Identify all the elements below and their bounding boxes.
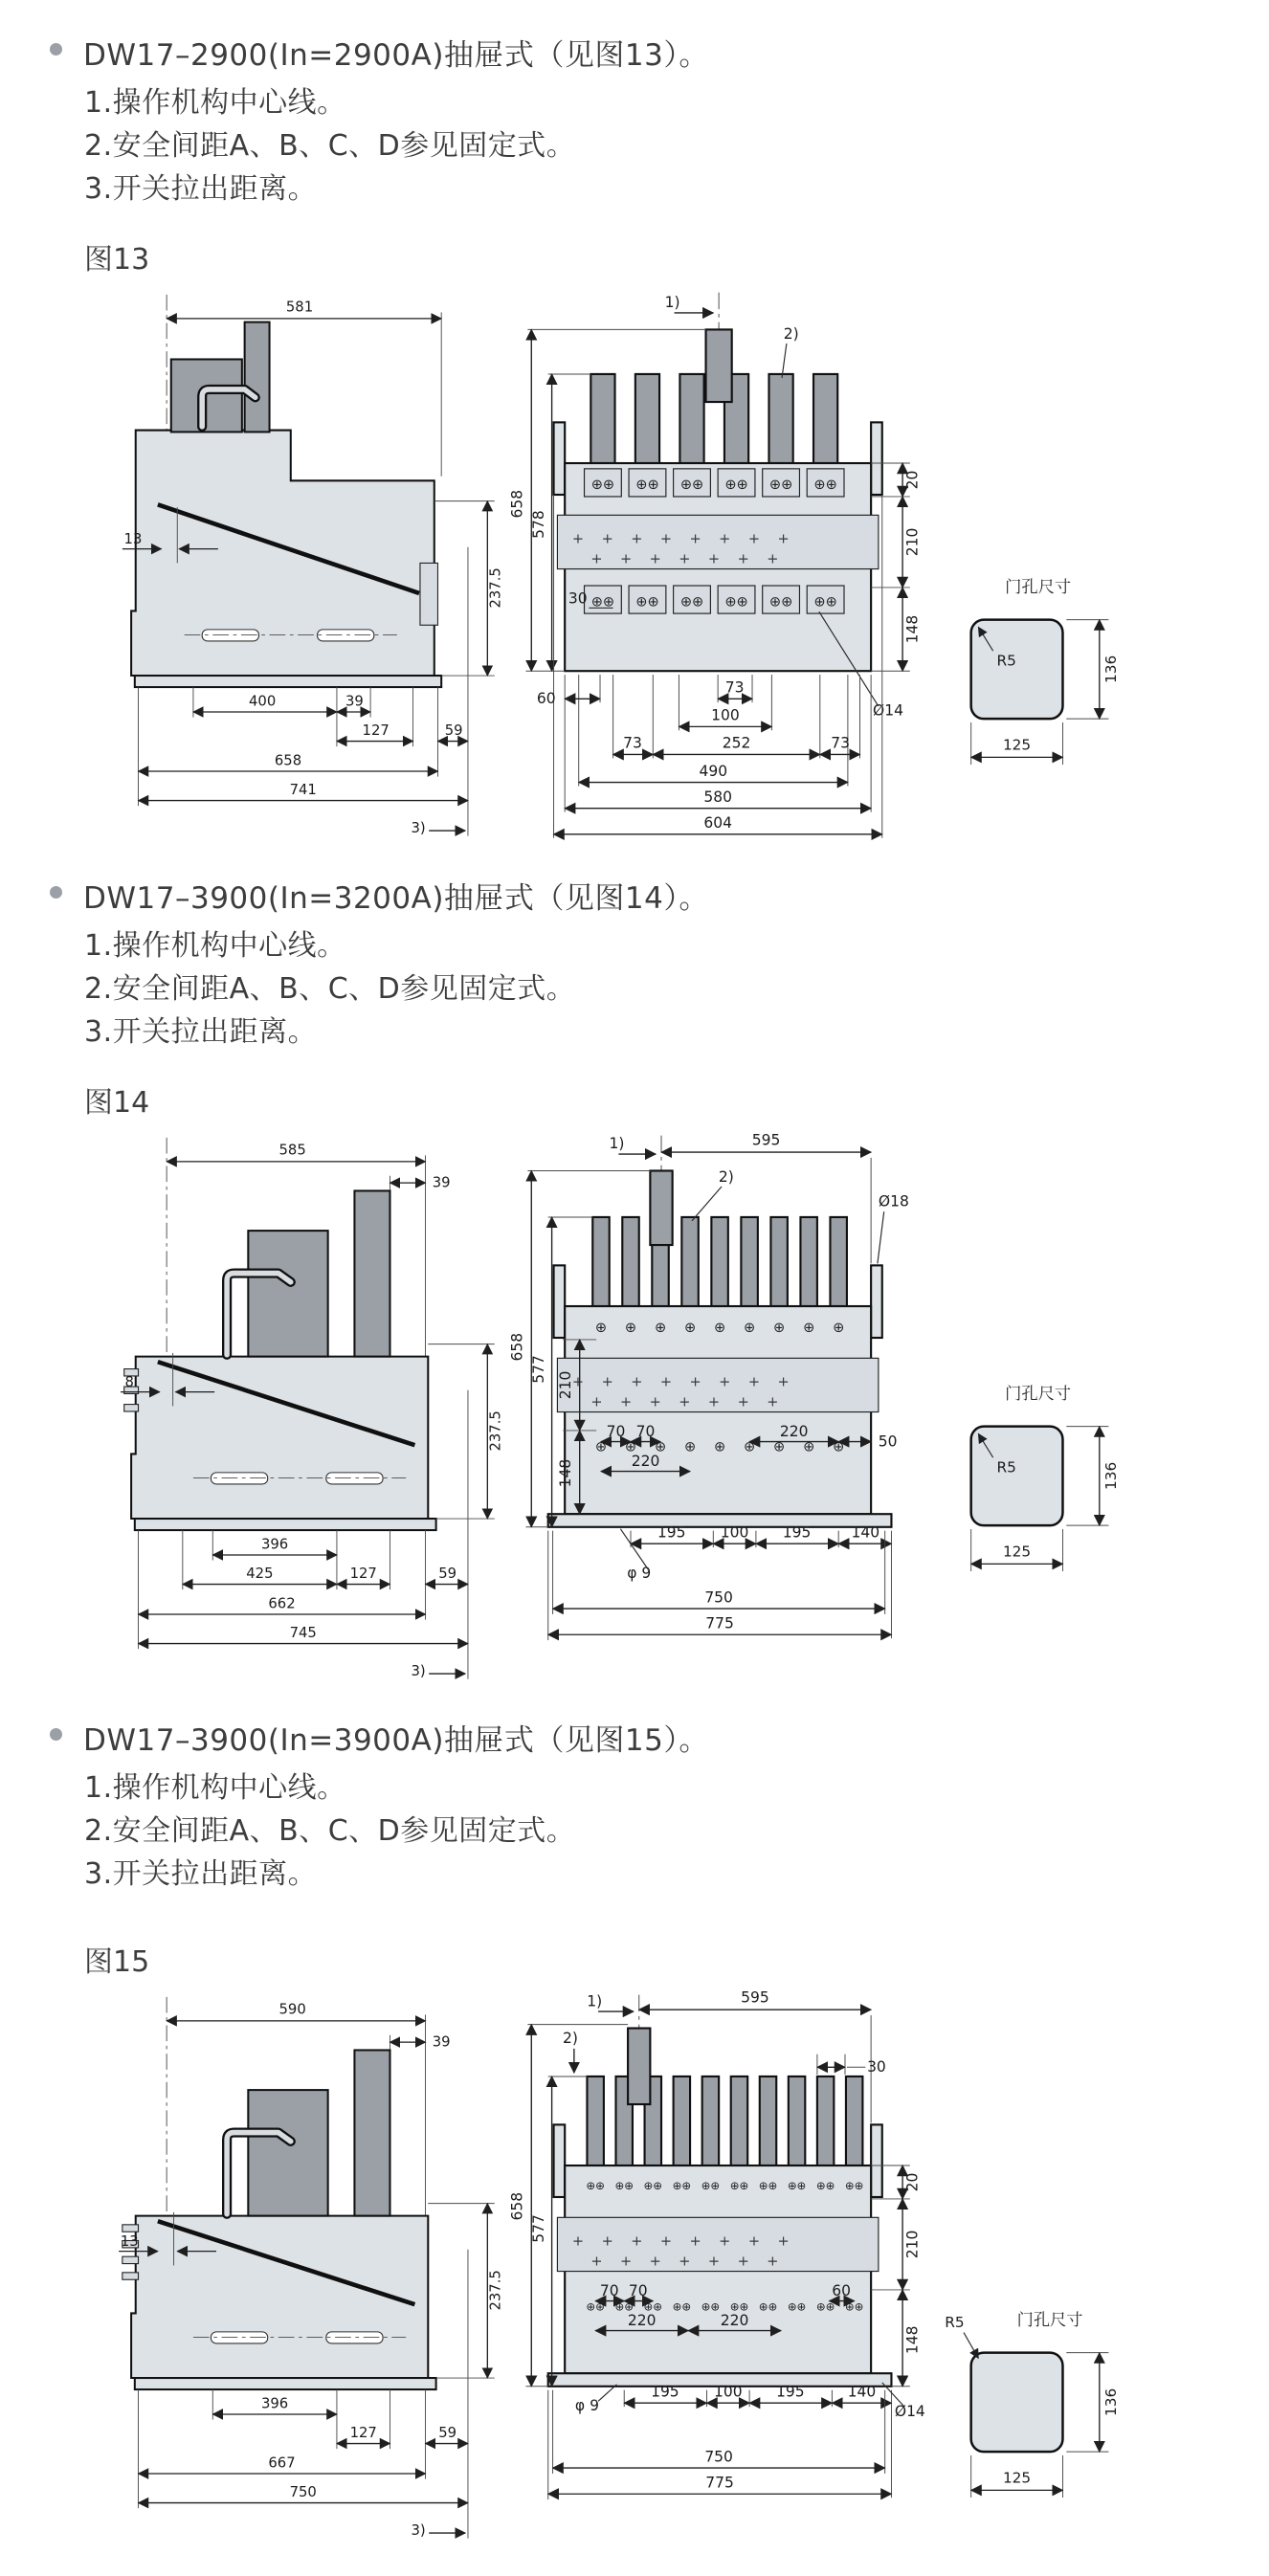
dim-label: 220 [720, 2311, 749, 2329]
dim-label: 580 [703, 788, 732, 806]
dim-label: 3) [411, 1662, 426, 1679]
dim-label: 741 [289, 782, 317, 799]
terminal-symbols: ⊕ [713, 1320, 726, 1336]
dim-label: 125 [1002, 2469, 1032, 2487]
terminal-symbols: ⊕⊕ [672, 2179, 692, 2193]
dim-label: 20 [903, 470, 922, 490]
dim-label: 148 [556, 1458, 574, 1487]
terminal-symbols: ⊕⊕ [614, 2179, 634, 2193]
figure-label: 图15 [84, 1945, 150, 1980]
dim-label: 745 [289, 1624, 317, 1641]
dim-label: 13 [123, 531, 143, 548]
dim-label: 1) [664, 294, 680, 312]
dim-label: 750 [704, 2448, 733, 2466]
dim-label: 100 [714, 2383, 743, 2401]
terminal-symbols: ⊕⊕ [815, 2299, 835, 2314]
fig13-side-geometry [131, 295, 441, 687]
dim-label: φ 9 [627, 1564, 652, 1582]
dim-label: 237.5 [487, 1410, 503, 1452]
dim-label: 59 [438, 1565, 457, 1582]
terminal-symbols: ⊕ [744, 1438, 756, 1455]
terminal-symbols: ⊕ [803, 1438, 815, 1455]
dim-label: 2) [783, 325, 799, 344]
dim-label: 125 [1002, 736, 1032, 754]
terminal-symbols: ⊕ [833, 1320, 845, 1336]
dim-label: 658 [509, 1332, 526, 1362]
terminal-symbols: ⊕⊕ [672, 2299, 692, 2314]
dim-label: 3) [411, 819, 426, 836]
dim-label: Ø14 [873, 701, 904, 720]
fastener-marks: + + + + + + + [590, 551, 779, 567]
dim-label: 73 [623, 734, 642, 752]
dim-label: 60 [832, 2281, 851, 2299]
dim-label: 750 [704, 1588, 733, 1606]
fig15-front-view-drawing [509, 1984, 936, 2549]
dim-label: 425 [246, 1565, 274, 1582]
dim-label: 59 [444, 722, 463, 740]
door-hole-detail [942, 568, 1139, 797]
bullet-icon [50, 43, 62, 56]
terminal-symbols: ⊕ [594, 1320, 608, 1336]
terminal-symbols: ⊕⊕ [643, 2179, 663, 2193]
terminal-symbols: ⊕⊕ [614, 2299, 634, 2314]
door-hole-title: 门孔尺寸 [1016, 2311, 1083, 2331]
dim-label: 237.5 [487, 2270, 503, 2311]
note-line: 3.开关拉出距离。 [84, 1014, 318, 1049]
model-heading-row [50, 31, 1269, 74]
terminal-symbols: ⊕⊕ [844, 2299, 864, 2314]
notes-block [84, 81, 1269, 211]
dim-label: 140 [851, 1523, 880, 1542]
dim-label: 73 [831, 734, 850, 752]
dim-label: 667 [268, 2454, 296, 2472]
terminal-symbols: ⊕ [624, 1438, 637, 1455]
terminal-symbols: ⊕ [803, 1320, 815, 1336]
fig14-side-view-drawing [25, 1124, 503, 1692]
door-hole-title: 门孔尺寸 [1005, 577, 1072, 597]
terminal-symbols: ⊕ [594, 1438, 608, 1455]
dim-label: 70 [628, 2281, 648, 2299]
figure-label: 图13 [84, 243, 150, 277]
model-title: DW17–2900(In=2900A)抽屉式（见图13）。 [83, 38, 709, 73]
dim-label: R5 [996, 652, 1016, 670]
dim-label: 220 [627, 2311, 657, 2329]
note-line: 1.操作机构中心线。 [84, 1771, 346, 1806]
terminal-symbols: ⊕⊕ [590, 594, 615, 611]
dim-label: 585 [278, 1142, 306, 1159]
dim-label: 30 [568, 589, 588, 608]
dim-label: 1) [609, 1134, 625, 1152]
terminal-symbols: ⊕⊕ [813, 477, 837, 494]
fig14-front-view-drawing [509, 1124, 936, 1690]
dim-label: 70 [606, 1422, 626, 1440]
note-line: 3.开关拉出距离。 [84, 172, 318, 206]
terminal-symbols: ⊕ [833, 1438, 845, 1455]
door-hole-title: 门孔尺寸 [1005, 1384, 1072, 1404]
note-line: 1.操作机构中心线。 [84, 86, 346, 120]
dim-label: 39 [345, 693, 364, 710]
section-dw17-3900-3200 [0, 874, 1269, 1692]
fastener-marks: + + + + + + + + [571, 531, 790, 547]
dim-label: 220 [779, 1422, 809, 1440]
fig13-door-hole-drawing [942, 568, 1139, 793]
note-line: 3.开关拉出距离。 [84, 1857, 318, 1892]
dim-label: 775 [705, 1614, 734, 1632]
notes-block [84, 924, 1269, 1054]
dim-label: 604 [703, 814, 732, 833]
dim-label: 252 [722, 734, 751, 752]
dim-label: 662 [268, 1595, 296, 1612]
terminal-symbols: ⊕⊕ [787, 2299, 807, 2314]
dim-label: 775 [705, 2474, 734, 2492]
terminal-symbols: ⊕⊕ [586, 2179, 605, 2193]
terminal-symbols: ⊕⊕ [679, 477, 704, 494]
terminal-symbols: ⊕ [773, 1438, 786, 1455]
dim-label: 210 [556, 1370, 574, 1399]
dim-label: 148 [903, 2325, 922, 2355]
fig14-side-geometry [124, 1137, 436, 1529]
dim-label: 658 [509, 489, 526, 519]
terminal-symbols: ⊕ [744, 1320, 756, 1336]
bullet-icon [50, 1728, 62, 1741]
terminal-symbols: ⊕⊕ [758, 2299, 778, 2314]
dim-label: 3) [411, 2522, 426, 2540]
dim-label: 578 [529, 510, 547, 539]
dim-label: 581 [285, 299, 314, 316]
dim-label: 30 [867, 2058, 886, 2076]
dim-label: 100 [711, 706, 740, 724]
dim-label: φ 9 [574, 2397, 599, 2415]
dim-label: R5 [945, 2313, 965, 2331]
fig13-side-view-drawing [25, 281, 503, 849]
dim-label: 70 [635, 1422, 656, 1440]
fig15-side-geometry [122, 1997, 436, 2389]
terminal-symbols: ⊕⊕ [679, 594, 704, 611]
terminal-symbols: ⊕ [654, 1438, 667, 1455]
terminal-symbols: ⊕⊕ [768, 477, 793, 494]
fig13-front-view-drawing [509, 281, 936, 847]
terminal-symbols: ⊕ [683, 1438, 697, 1455]
terminal-symbols: ⊕⊕ [729, 2179, 749, 2193]
figure-14 [25, 1124, 1269, 1692]
terminal-symbols: ⊕⊕ [590, 477, 615, 494]
terminal-symbols: ⊕⊕ [768, 594, 793, 611]
figure-13 [25, 281, 1269, 849]
terminal-symbols: ⊕⊕ [813, 594, 837, 611]
fastener-marks: + + + + + + + [590, 2254, 779, 2270]
dim-label: 396 [260, 1536, 289, 1553]
note-line: 2.安全间距A、B、C、D参见固定式。 [84, 971, 576, 1006]
fastener-marks: + + + + + + + + [571, 1373, 790, 1389]
fig13-front-geometry [554, 293, 882, 672]
dim-label: 590 [278, 2001, 306, 2018]
dim-label: 577 [529, 1354, 547, 1384]
dim-label: 2) [718, 1167, 734, 1186]
dim-label: 8 [124, 1373, 134, 1390]
dim-label: 73 [724, 678, 745, 697]
terminal-symbols: ⊕⊕ [787, 2179, 807, 2193]
terminal-symbols: ⊕ [624, 1320, 637, 1336]
dim-label: 39 [432, 1174, 451, 1191]
terminal-symbols: ⊕⊕ [643, 2299, 663, 2314]
fig15-door-hole-drawing [942, 2301, 1139, 2526]
model-title: DW17–3900(In=3200A)抽屉式（见图14）。 [83, 880, 709, 916]
notes-block [84, 1766, 1269, 1896]
terminal-symbols: ⊕⊕ [635, 594, 659, 611]
terminal-symbols: ⊕⊕ [724, 594, 748, 611]
dim-label: 127 [362, 722, 390, 740]
model-title: DW17–3900(In=3900A)抽屉式（见图15）。 [83, 1723, 709, 1759]
dim-label: 490 [699, 762, 728, 780]
terminal-symbols: ⊕ [773, 1320, 786, 1336]
dim-label: 210 [903, 527, 922, 557]
dim-label: 400 [249, 693, 277, 710]
note-line: 2.安全间距A、B、C、D参见固定式。 [84, 1814, 576, 1849]
dim-label: 20 [903, 2172, 922, 2192]
dim-label: 59 [438, 2425, 457, 2442]
terminal-symbols: ⊕ [654, 1320, 667, 1336]
dim-label: 100 [720, 1523, 749, 1542]
bullet-icon [50, 886, 62, 899]
fastener-marks: + + + + + + + [590, 1394, 779, 1410]
dim-label: Ø14 [894, 2402, 925, 2420]
fig14-door-hole-drawing [942, 1375, 1139, 1600]
fastener-marks: + + + + + + + + [571, 2233, 790, 2250]
dim-label: 595 [751, 1130, 781, 1148]
dim-label: 396 [260, 2395, 289, 2412]
dim-label: 70 [599, 2281, 619, 2299]
terminal-symbols: ⊕ [713, 1438, 726, 1455]
terminal-symbols: ⊕ [683, 1320, 697, 1336]
dim-label: 195 [657, 1523, 686, 1542]
section-dw17-3900-3900 [0, 1716, 1269, 2551]
section-dw17-2900 [0, 31, 1269, 849]
note-line: 2.安全间距A、B、C、D参见固定式。 [84, 129, 576, 163]
dim-label: 210 [903, 2230, 922, 2259]
dim-label: 1) [587, 1992, 603, 2010]
terminal-symbols: ⊕⊕ [815, 2179, 835, 2193]
figure-label: 图14 [84, 1085, 150, 1120]
dim-label: 658 [509, 2192, 526, 2221]
model-heading-row [50, 874, 1269, 917]
dim-label: 125 [1002, 1543, 1032, 1561]
note-line: 1.操作机构中心线。 [84, 928, 346, 963]
terminal-symbols: ⊕⊕ [758, 2179, 778, 2193]
dim-label: 136 [1102, 655, 1121, 684]
dim-label: Ø18 [878, 1191, 909, 1210]
fig15-side-view-drawing [25, 1984, 503, 2551]
terminal-symbols: ⊕⊕ [635, 477, 659, 494]
dim-label: 60 [536, 690, 556, 708]
door-hole-detail [942, 1375, 1139, 1604]
dim-label: 2) [563, 2030, 578, 2048]
dim-label: 127 [349, 1565, 377, 1582]
dim-label: 195 [775, 2383, 805, 2401]
dim-label: R5 [996, 1458, 1016, 1477]
terminal-symbols: ⊕⊕ [701, 2179, 721, 2193]
model-heading-row [50, 1716, 1269, 1759]
dim-label: 136 [1102, 1461, 1121, 1490]
dim-label: 136 [1102, 2387, 1121, 2417]
terminal-symbols: ⊕⊕ [729, 2299, 749, 2314]
dim-label: 127 [349, 2425, 377, 2442]
dim-label: 140 [847, 2383, 877, 2401]
dim-label: 658 [274, 752, 302, 769]
door-hole-detail [942, 2301, 1139, 2530]
dim-label: 13 [120, 2233, 139, 2251]
dim-label: 195 [782, 1523, 812, 1542]
terminal-symbols: ⊕⊕ [586, 2299, 605, 2314]
terminal-symbols: ⊕⊕ [724, 477, 748, 494]
terminal-symbols: ⊕⊕ [844, 2179, 864, 2193]
figure-15 [25, 1984, 1269, 2551]
dim-label: 39 [432, 2033, 451, 2051]
dim-label: 595 [741, 1988, 769, 2007]
fig14-front-geometry [548, 1135, 892, 1526]
terminal-symbols: ⊕⊕ [701, 2299, 721, 2314]
dim-label: 148 [903, 614, 922, 644]
dim-label: 237.5 [487, 567, 503, 609]
dim-label: 220 [631, 1452, 660, 1470]
dim-label: 577 [529, 2214, 547, 2243]
dim-label: 50 [878, 1432, 898, 1451]
dim-label: 750 [289, 2484, 317, 2501]
dim-label: 195 [651, 2383, 679, 2401]
